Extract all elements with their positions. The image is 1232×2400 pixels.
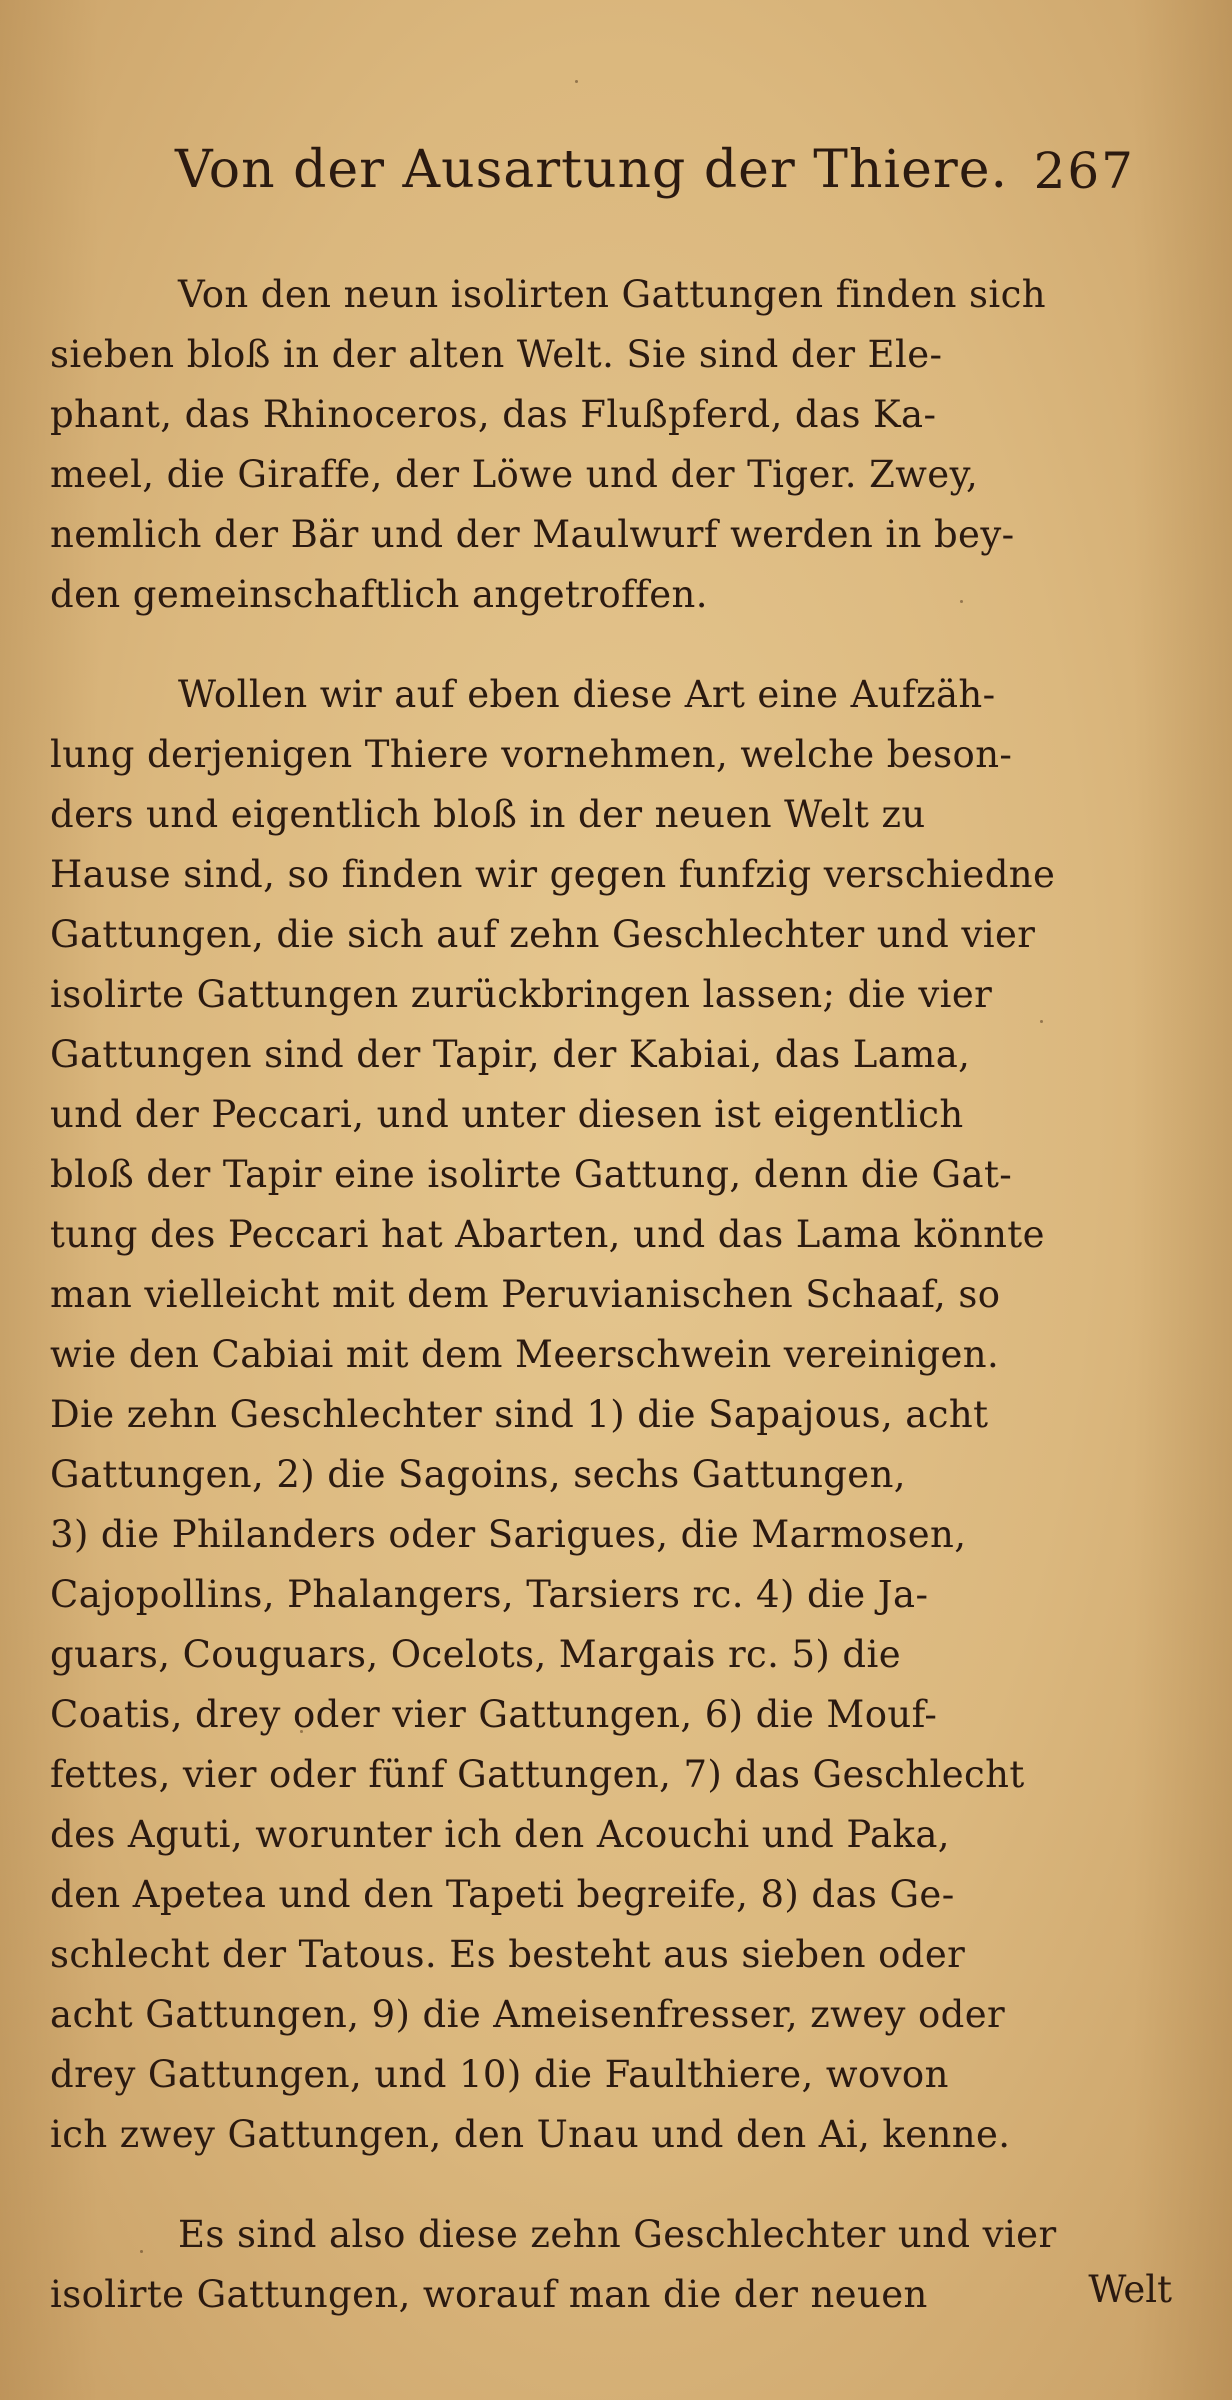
page-number: 267	[1033, 142, 1135, 200]
paper-speck	[1040, 1020, 1043, 1023]
running-header	[175, 120, 1135, 200]
text-line: drey Gattungen, und 10) die Faulthiere, wovon	[50, 2053, 949, 2096]
text-line: guars, Couguars, Ocelots, Margais rc. 5) die	[50, 1633, 902, 1676]
text-line: Cajopollins, Phalangers, Tarsiers rc. 4) die Ja-	[50, 1573, 929, 1616]
text-line: Coatis, drey oder vier Gattungen, 6) die Mouf-	[50, 1693, 938, 1736]
text-line: man vielleicht mit dem Peruvianischen Schaaf, so	[50, 1273, 1001, 1316]
body-text	[50, 265, 1140, 2325]
text-line: sieben bloß in der alten Welt. Sie sind der Ele-	[50, 333, 943, 376]
text-line: ders und eigentlich bloß in der neuen Welt zu	[50, 793, 926, 836]
text-line: fettes, vier oder fünf Gattungen, 7) das Geschlecht	[50, 1753, 1025, 1796]
text-line: isolirte Gattungen, worauf man die der neuen	[50, 2273, 928, 2316]
text-line: Gattungen, 2) die Sagoins, sechs Gattungen,	[50, 1453, 906, 1496]
text-line: den Apetea und den Tapeti begreife, 8) das Ge-	[50, 1873, 955, 1916]
paper-speck	[960, 600, 963, 603]
text-line: lung derjenigen Thiere vornehmen, welche beson-	[50, 733, 1013, 776]
text-line: den gemeinschaftlich angetroffen.	[50, 573, 708, 616]
text-line: des Aguti, worunter ich den Acouchi und Paka,	[50, 1813, 950, 1856]
text-line: tung des Peccari hat Abarten, und das Lama könnte	[50, 1213, 1045, 1256]
running-title: Von der Ausartung der Thiere.	[175, 140, 1009, 200]
text-line: 3) die Philanders oder Sarigues, die Marmosen,	[50, 1513, 967, 1556]
text-line: Die zehn Geschlechter sind 1) die Sapajous, acht	[50, 1393, 989, 1436]
catchword: Welt	[1088, 2268, 1172, 2311]
paragraph-gap	[50, 625, 1140, 665]
text-line: nemlich der Bär und der Maulwurf werden in bey-	[50, 513, 1015, 556]
text-line: isolirte Gattungen zurückbringen lassen; die vier	[50, 973, 993, 1016]
text-line: wie den Cabiai mit dem Meerschwein vereinigen.	[50, 1333, 1000, 1376]
text-line: Gattungen, die sich auf zehn Geschlechter und vier	[50, 913, 1036, 956]
text-line: meel, die Giraffe, der Löwe und der Tiger. Zwey,	[50, 453, 979, 496]
paragraph-gap	[50, 2165, 1140, 2205]
text-line: phant, das Rhinoceros, das Flußpferd, das Ka-	[50, 393, 937, 436]
text-line: Hause sind, so finden wir gegen funfzig verschiedne	[50, 853, 1056, 896]
text-line: acht Gattungen, 9) die Ameisenfresser, zwey oder	[50, 1993, 1006, 2036]
paper-speck	[575, 80, 578, 83]
text-line: bloß der Tapir eine isolirte Gattung, denn die Gat-	[50, 1153, 1013, 1196]
text-line: Gattungen sind der Tapir, der Kabiai, das Lama,	[50, 1033, 971, 1076]
text-line: schlecht der Tatous. Es besteht aus sieben oder	[50, 1933, 966, 1976]
text-line: ich zwey Gattungen, den Unau und den Ai, kenne.	[50, 2113, 1011, 2156]
text-line: und der Peccari, und unter diesen ist eigentlich	[50, 1093, 964, 1136]
text-line: Wollen wir auf eben diese Art eine Aufzäh-	[178, 673, 996, 716]
paper-speck	[140, 2250, 143, 2253]
text-line: Es sind also diese zehn Geschlechter und vier	[178, 2213, 1057, 2256]
paper-speck	[300, 1730, 303, 1733]
text-line: Von den neun isolirten Gattungen finden sich	[178, 273, 1047, 316]
